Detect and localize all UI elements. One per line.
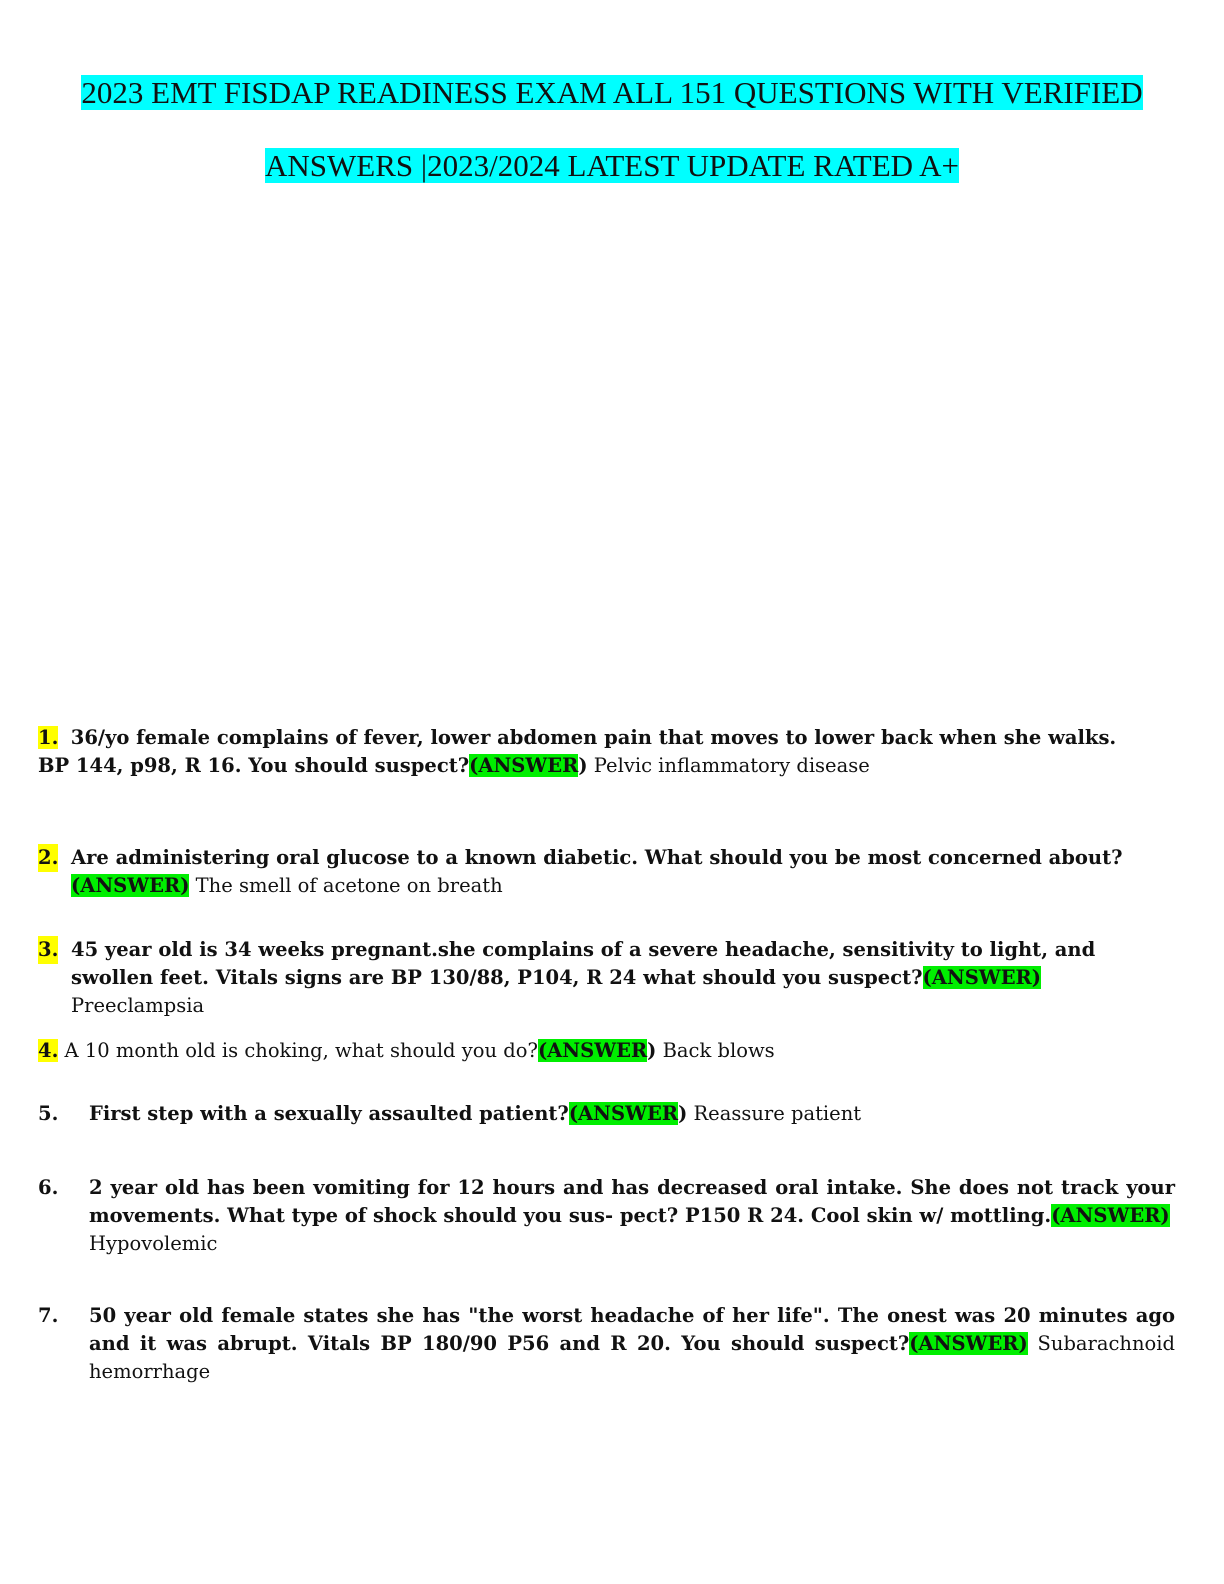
question-1-line-1: 1. 36/yo female complains of fever, lower abdomen pain that moves to lower back when she walks. <box>38 726 1117 749</box>
question-5-number: 5. <box>38 1102 59 1125</box>
question-3-number: 3. <box>38 936 58 964</box>
question-4: 4. A 10 month old is choking, what should you do?(ANSWER) Back blows <box>38 1039 775 1062</box>
answer-tag: (ANSWER <box>568 1102 679 1125</box>
question-7-answer: Subarachnoid hemorrhage <box>89 1332 1176 1383</box>
question-6-answer: Hypovolemic <box>89 1232 218 1255</box>
answer-tag: (ANSWER) <box>909 1332 1028 1355</box>
question-1-number: 1. <box>38 726 59 749</box>
question-7-number: 7. <box>38 1304 59 1327</box>
question-1-line-2: BP 144, p98, R 16. You should suspect?(ANSWER) Pelvic inflammatory disease <box>38 754 870 777</box>
question-1-answer: Pelvic inflammatory disease <box>587 754 870 777</box>
answer-tag: (ANSWER) <box>1051 1204 1170 1227</box>
question-1 <box>38 724 1178 780</box>
answer-tag: (ANSWER <box>537 1039 648 1062</box>
answer-tag: (ANSWER) <box>71 874 190 897</box>
title-line-2: ANSWERS |2023/2024 LATEST UPDATE RATED A+ <box>265 148 959 183</box>
answer-tag: (ANSWER) <box>922 966 1041 989</box>
document-page: 2023 EMT FISDAP READINESS EXAM ALL 151 QUESTIONS WITH VERIFIED ANSWERS |2023/2024 LATEST UPDATE RATED A+ 1. 36/yo female complains of fever, lower abdomen pain that moves to lower back when she walks. BP 144, p98, R 16. You should suspect?(ANSWER) Pelvic inflammatory disease 2. Are administering oral glucose to a known diabetic. What should you be most concerned about? (ANSWER) The smell of acetone on breath 3. 45 year old is 34 weeks pregnant.she complains of a severe headache, sensitivity to light, and swollen feet. Vitals signs are BP 130/88, P104, R 24 what should you suspect?(ANSWER) Preeclampsia 4. A 10 month old is choking, what should you do?(ANSWER) Back blows 5. First step with a sexually assaulted patient?(ANSWER) Reassure patient 6. 2 year old has been vomiting for 12 hours and has decreased oral intake. She does not track your movements. What type of shock should you sus- pect? P150 R 24. Cool skin w/ mottling.(ANSWER) Hypovolemic 7. 50 year old female states she has "the worst headache of her life". The onest was 20 minutes ago and it was abrupt. Vitals BP 180/90 P56 and R 20. You should suspect?(ANSWER) Subarachnoid hemorrhage <box>0 0 1224 1584</box>
question-6-number: 6. <box>38 1176 59 1199</box>
answer-tag: (ANSWER <box>469 754 579 777</box>
question-2-answer: The smell of acetone on breath <box>189 874 503 897</box>
question-3-answer: Preeclampsia <box>71 994 205 1017</box>
question-5-answer: Reassure patient <box>687 1102 862 1125</box>
title-line-1: 2023 EMT FISDAP READINESS EXAM ALL 151 QUESTIONS WITH VERIFIED <box>81 75 1143 110</box>
question-4-number: 4. <box>38 1039 59 1062</box>
question-2-number: 2. <box>38 844 58 872</box>
question-4-answer: Back blows <box>656 1039 775 1062</box>
